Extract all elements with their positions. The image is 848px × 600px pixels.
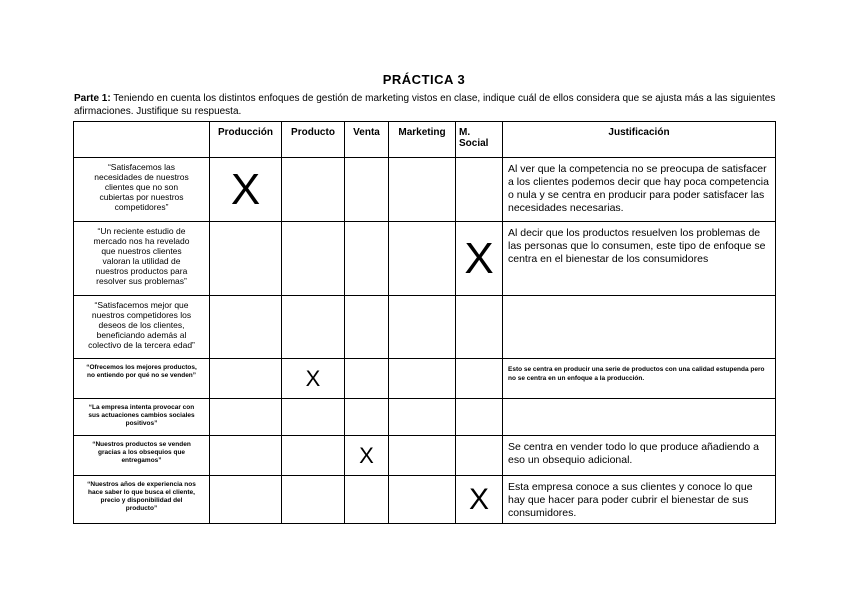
mark-marketing [389, 436, 456, 476]
statement-cell: “Nuestros años de experiencia nos hace saber lo que busca el cliente, precio y disponibilidad del producto” [74, 476, 210, 524]
table-row [74, 399, 776, 436]
mark-producto [282, 476, 345, 524]
statement-cell: “Satisfacemos mejor que nuestros competidores los deseos de los clientes, beneficiando además al colectivo de la tercera edad” [74, 296, 210, 359]
mark-marketing [389, 222, 456, 296]
mark-m-social [456, 359, 503, 399]
mark-m-social [456, 158, 503, 222]
justification-cell: Al ver que la competencia no se preocupa de satisfacer a los clientes podemos decir que hay poca competencia o nula y se centra en producir para poder satisfacer las necesidades necesarias. [503, 158, 776, 222]
mark-marketing [389, 359, 456, 399]
mark-produccion: X [210, 158, 282, 222]
mark-venta [345, 476, 389, 524]
mark-venta [345, 158, 389, 222]
statement-cell: “Satisfacemos las necesidades de nuestros clientes que no son cubiertas por nuestros competidores” [74, 158, 210, 222]
statement-cell: “Un reciente estudio de mercado nos ha revelado que nuestros clientes valoran la utilidad de nuestros productos para resolver sus problemas” [74, 222, 210, 296]
table-row [74, 436, 776, 476]
justification-cell: Se centra en vender todo lo que produce añadiendo a eso un obsequio adicional. [503, 436, 776, 476]
header-empty [74, 122, 210, 158]
header-justificacion: Justificación [503, 122, 776, 158]
mark-m-social: X [456, 222, 503, 296]
mark-produccion [210, 296, 282, 359]
mark-producto [282, 158, 345, 222]
mark-venta [345, 359, 389, 399]
header-marketing: Marketing [389, 122, 456, 158]
justification-cell [503, 399, 776, 436]
mark-venta [345, 222, 389, 296]
mark-producto [282, 399, 345, 436]
mark-m-social [456, 436, 503, 476]
mark-m-social: X [456, 476, 503, 524]
mark-marketing [389, 296, 456, 359]
mark-marketing [389, 476, 456, 524]
header-venta: Venta [345, 122, 389, 158]
mark-venta: X [345, 436, 389, 476]
statement-cell: “La empresa intenta provocar con sus actuaciones cambios sociales positivos” [74, 399, 210, 436]
mark-producto [282, 222, 345, 296]
intro-paragraph [74, 92, 780, 118]
mark-producto [282, 436, 345, 476]
header-m-social: M. Social [456, 122, 503, 158]
mark-marketing [389, 158, 456, 222]
mark-venta [345, 399, 389, 436]
table-row [74, 476, 776, 524]
justification-cell [503, 296, 776, 359]
mark-produccion [210, 399, 282, 436]
practice-table [73, 121, 776, 524]
intro-text: Teniendo en cuenta los distintos enfoques de gestión de marketing vistos en clase, indique cuál de ellos considera que se ajusta más a las siguientes afirmaciones. Justifique su respuesta. [74, 93, 776, 117]
table-row [74, 359, 776, 399]
mark-producto [282, 296, 345, 359]
mark-produccion [210, 436, 282, 476]
mark-venta [345, 296, 389, 359]
table-row [74, 158, 776, 222]
header-producto: Producto [282, 122, 345, 158]
table-row [74, 296, 776, 359]
intro-label: Parte 1: [74, 93, 111, 104]
justification-cell: Esto se centra en producir una serie de productos con una calidad estupenda pero no se centra en un enfoque a la producción. [503, 359, 776, 399]
justification-cell: Al decir que los productos resuelven los problemas de las personas que lo consumen, este tipo de enfoque se centra en el bienestar de los consumidores [503, 222, 776, 296]
header-row [74, 122, 776, 158]
statement-cell: “Ofrecemos los mejores productos, no entiendo por qué no se venden” [74, 359, 210, 399]
mark-m-social [456, 296, 503, 359]
mark-m-social [456, 399, 503, 436]
mark-produccion [210, 222, 282, 296]
statement-cell: “Nuestros productos se venden gracias a los obsequios que entregamos” [74, 436, 210, 476]
page-title: PRÁCTICA 3 [382, 72, 466, 87]
mark-produccion [210, 476, 282, 524]
table-row [74, 222, 776, 296]
header-produccion: Producción [210, 122, 282, 158]
mark-marketing [389, 399, 456, 436]
mark-producto: X [282, 359, 345, 399]
justification-cell: Esta empresa conoce a sus clientes y conoce lo que hay que hacer para poder cubrir el bienestar de sus consumidores. [503, 476, 776, 524]
mark-produccion [210, 359, 282, 399]
